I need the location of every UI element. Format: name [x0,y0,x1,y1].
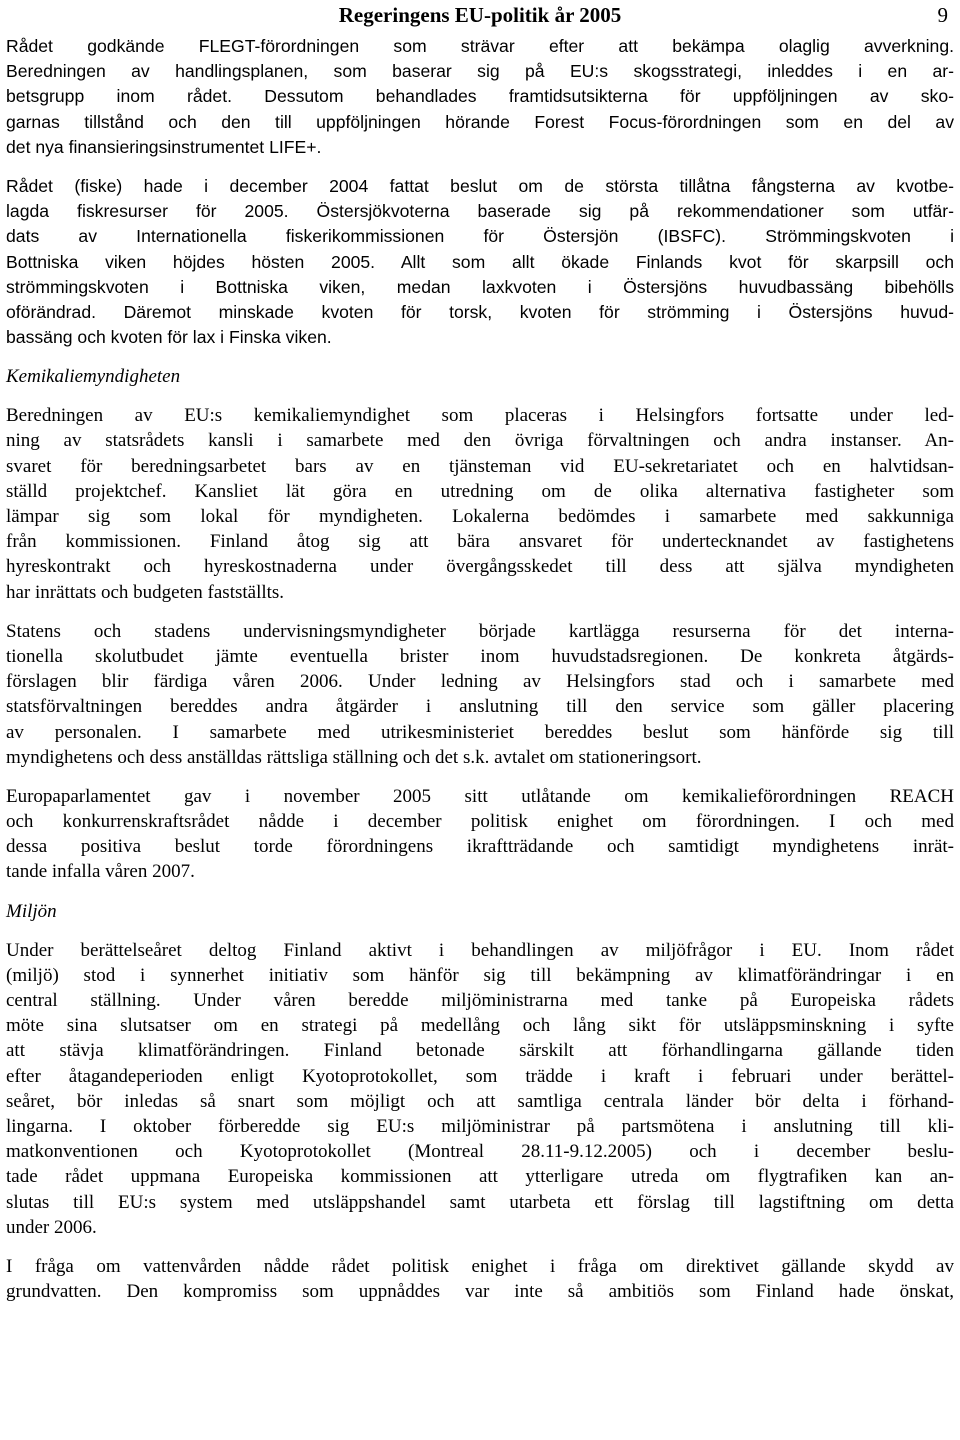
text-line: tade rådet uppmana Europeiska kommissionen att ytterligare utreda om flygtrafiken kan an- [6,1166,954,1188]
text-line: det nya finansieringsinstrumentet LIFE+. [6,136,322,157]
text-line: central ställning. Under våren beredde miljöministrarna med tanke på Europeiska rådets [6,990,954,1011]
paragraph-undervisning [6,619,954,770]
text-line: ning av statsrådets kansli i samarbete med den övriga förvaltningen och andra instanser. An- [6,430,954,452]
text-line: grundvatten. Den kompromiss som uppnåddes var inte så ambitiös som Finland hade önskat, [6,1281,954,1303]
text-line: seåret, bör inledas så snart som möjligt och att samtliga centrala länder bör delta i förhand- [6,1090,954,1112]
paragraph-fiske [6,174,954,350]
text-line: garnas tillstånd och den till uppföljningen hörande Forest Focus-förordningen som en del av [6,111,954,132]
text-line: efter åtagandeperioden enligt Kyotoprotokollet, som trädde i kraft i februari under berättel- [6,1065,954,1087]
page-number: 9 [937,3,948,27]
text-line: tionella skolutbudet jämte eventuella brister inom huvudstadsregionen. De konkreta åtgärds- [6,645,954,667]
text-line: Rådet godkände FLEGT-förordningen som strävar efter att bekämpa olaglig avverkning. [6,36,954,56]
text-line: ställd projektchef. Kansliet lät göra en utredning om de olika alternativa fastigheter som [6,480,954,502]
document-page [6,0,954,1304]
text-line: Beredningen av handlingsplanen, som baserar sig på EU:s skogsstrategi, inleddes i en ar- [6,61,954,82]
text-line: under 2006. [6,1216,97,1238]
text-line: myndighetens och dess anställdas rättsliga ställning och det s.k. avtalet om stationeringsort. [6,746,702,768]
running-title: Regeringens EU-politik år 2005 [338,3,622,27]
text-line: betsgrupp inom rådet. Dessutom behandlades framtidsutsikterna för uppföljningen av sko- [6,86,954,107]
text-line: Rådet (fiske) hade i december 2004 fattat beslut om de största tillåtna fångsterna av kvotbe- [6,175,954,196]
text-line: dessa positiva beslut torde förordningens ikraftträdande och samtidigt myndighetens inrät- [6,836,954,858]
text-line: slutas till EU:s system med utsläppshandel samt utarbeta ett förslag till lagstiftning om detta [6,1191,954,1213]
text-line: strömmingskvoten i Bottniska viken, medan laxkvoten i Östersjöns huvudbassäng bibehölls [6,276,954,297]
text-line: oförändrad. Däremot minskade kvoten för torsk, kvoten för strömming i Östersjöns huvud- [6,301,954,322]
text-line: (miljö) stod i synnerhet initiativ som hänför sig till bekämpning av klimatförändringar i en [6,964,954,986]
text-line: Statens och stadens undervisningsmyndigheter började kartlägga resurserna för det interna- [6,620,954,642]
text-line: och konkurrenskraftsrådet nådde i december politisk enighet om förordningen. I och med [6,811,954,833]
text-line: svaret för beredningsarbetet bars av en tjänsteman vid EU-sekretariatet och en halvtidsan- [6,455,954,477]
text-line: från kommissionen. Finland åtog sig att bära ansvaret för undertecknandet av fastighetens [6,531,954,553]
text-line: lämpar sig som lokal för myndigheten. Lokalerna bedömdes i samarbete med sakkunniga [6,506,954,527]
text-line: lingarna. I oktober förberedde sig EU:s miljöministrar på partsmötena i anslutning till kli- [6,1115,954,1137]
text-line: Beredningen av EU:s kemikaliemyndighet som placeras i Helsingfors fortsatte under led- [6,405,954,427]
paragraph-vattenvard [6,1254,954,1304]
section-heading-kemikaliemyndigheten: Kemikaliemyndigheten [6,366,181,388]
text-line: hyreskontrakt och hyreskostnaderna under övergångsskedet till dess att själva myndigheten [6,556,954,578]
text-line: bassäng och kvoten för lax i Finska viken. [6,327,332,348]
text-line: I fråga om vattenvården nådde rådet politisk enighet i fråga om direktivet gällande skydd av [6,1255,954,1277]
paragraph-miljo [6,938,954,1240]
section-heading-miljon: Miljön [6,900,57,922]
text-line: av personalen. I samarbete med utrikesministeriet bereddes beslut som hänförde sig till [6,721,954,743]
paragraph-kemikalie-beredning [6,403,954,605]
text-line: har inrättats och budgeten fastställts. [6,581,285,603]
text-line: matkonventionen och Kyotoprotokollet (Montreal 28.11-9.12.2005) och i december beslu- [6,1141,954,1163]
text-line: förslagen blir färdiga våren 2006. Under ledning av Helsingfors stad och i samarbete med [6,671,954,693]
text-line: Under berättelseåret deltog Finland aktivt i behandlingen av miljöfrågor i EU. Inom rådet [6,939,954,961]
text-line: dats av Internationella fiskerikommissionen för Östersjön (IBSFC). Strömmingskvoten i [6,226,954,247]
paragraph-flegt [6,34,954,160]
text-line: att stävja klimatförändringen. Finland betonade särskilt att förhandlingarna gällande tiden [6,1040,954,1062]
text-line: möte sina slutsatser om en strategi på medellång och lång sikt för utsläppsminskning i syfte [6,1015,954,1037]
text-line: statsförvaltningen bereddes andra åtgärder i anslutning till den service som gäller placering [6,696,954,718]
text-line: Bottniska viken höjdes hösten 2005. Allt som allt ökade Finlands kvot för skarpsill och [6,251,954,272]
text-line: tande infalla våren 2007. [6,861,195,883]
text-line: lagda fiskresurser för 2005. Östersjökvoterna baserade sig på rekommendationer som utfär- [6,201,954,222]
paragraph-reach [6,784,954,885]
text-line: Europaparlamentet gav i november 2005 sitt utlåtande om kemikalieförordningen REACH [6,785,954,807]
page-header [6,0,954,34]
